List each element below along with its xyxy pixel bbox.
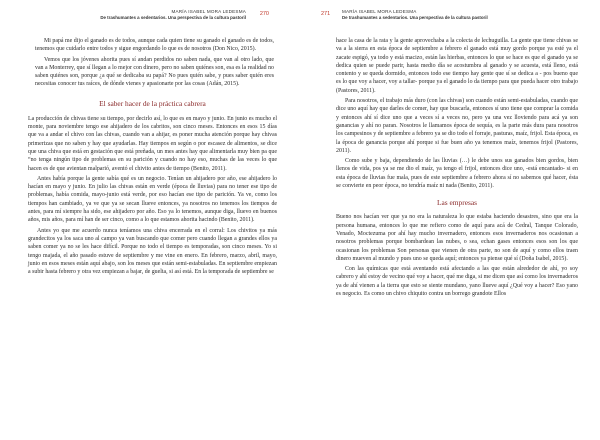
running-header	[100, 9, 246, 21]
header-author: MARÍA ISABEL MORA LEDESMA	[171, 9, 246, 14]
section-heading: Las empresas	[436, 198, 478, 208]
page-number: 271	[321, 11, 331, 17]
body-paragraph: Bueno nos hacían ver que ya no era la naturaleza lo que estaba haciendo desastres, sino que era la persona humana, entonces lo que me refiero como de aquí para acá de Cedral, Tanque Colorado, Venado, Moctezuma por ahí hay mucho invernadero, entonces esos invernaderos nos ocasionan a nosotros problemas porque bombardean las nubes, o sea, echan gases entonces esos son los que ocasionan los problemas Son personas que vienen de otra parte, no son de aquí y como ellos traen dinero mueven al mundo y pues uno se queda aquí; entonces ya piense qué sí (Doña Isabel, 2015).	[336, 214, 578, 262]
header-author: MARÍA ISABEL MORA LEDESMA	[342, 9, 417, 14]
running-header	[342, 9, 488, 21]
body-paragraph: Con las químicas que está aventando está afectando a las que están alrededor de ahí, yo soy cabrero y ahí estoy de vecino qué voy a hacer, qué me diga, si me dicen que así como los invernaderos ya de ahí vienen a la tierra que esto se siente mundano, yano llueve aquí ¿Qué voy a hacer? Eso yano es negocio. Es como un chivo chiquito contra un borrego grandote Ellos	[336, 266, 578, 298]
quote-paragraph: Vemos que los jóvenes ahorita pues sí andan perdidos no saben nada, que van al otro lado, que van a Monterrey, que sí llegan a lo mejor con dinero, pero no saben quiénes son, esa es la realidad no saben quiénes son, porque ¿a qué se dedicaba su papá? No pues quién sabe, y pues saber quién eres necesitas conocer tus raíces, de dónde vienes y apasionarte por las cosas (Adán, 2015).	[35, 56, 274, 88]
page-number: 270	[259, 11, 269, 17]
page-header	[321, 4, 578, 37]
page-header	[28, 4, 277, 37]
right-page	[300, 0, 600, 440]
body-paragraph: La producción de chivas tiene su tiempo, por decirlo así, lo que es en mayo y junio. En junio es mucho el monte, para noviembre tengo ese ahijadero de los cabritos, son cinco meses. Entonces en esos 15 días que va a andar el chivo con las chivas, cuando van a ahijar, es poner mucha atención porque hay chivas primerizas que no saben y hay que ayudarlas. Hay tiempos en según o por escasez de alimentos, se dice que una chiva que está en gestación que está preñada, un mes antes hay que alimentarla muy bien pa que “no tenga ningún tipo de problemas en su parición y cuando no hay eso, muchas de las veces lo que hacen es de que avientan malparió, aventó el chivito antes de tiempo (Benito, 2011).	[28, 115, 277, 172]
header-title: De trashumantes a sedentarios. Una perspectiva de la cultura pastoril	[100, 15, 246, 20]
body-paragraph: Para nosotros, el trabajo más duro (con las chivas) son cuando están semi-estabuladas, cuando que dice uno aquí hay que darles de comer, hay que buscarla, entonces sí uno tiene que comprar la comida y entonces ahí sí dice uno que a veces sí a veces no, pero ya una vez lloviendo para acá ya son ganancias y ahí no paran. Nosotros le llamamos época de sequía, es la parte más dura para nosotros los campesinos y de septiembre a febrero ya se dio todo el forraje, pasturas, maíz, frijol. Esta época, es la época de ganancia porque ahí porque si fue buen año ya tenemos maíz, tenemos frijol (Pastores, 2011).	[336, 98, 578, 154]
section-heading: El saber hacer de la práctica cabrera	[99, 98, 206, 108]
header-title: De trashumantes a sedentarios. Una perspectiva de la cultura pastoril	[342, 15, 488, 20]
body-paragraph: Antes yo que me acuerdo nunca teníamos una chiva encerrada en el corral: Los chivitos ya más grandecitos ya los saca uno al campo ya van buscando que comer pero cuando llegan a grandes ellos ya saben comer ya no se les hace difícil. Porque no todo el tiempo es temporadas, son cinco meses. Yo si tengo majada, el año pasado estuve de septiembre y me vine en enero. En febrero, marzo, abril, mayo, junio en esos meses están aquí abajo, son los meses que están semi-estabuladas. En septiembre empiezan a subir hasta febrero y otra vez empiezan a bajar, de guelta, si así está. En la temporada de septiembre se	[28, 227, 277, 276]
body-paragraph: hace la casa de la rata y la gente aprovechaba a la colecta de lechuguilla. La gente que tiene chivas se va a la sierra en esta época de septiembre a febrero el ganado está muy gordo porque ya esté ya el zacate espigó, ya todo y está macizo, están las hierbas, entonces lo que se hace es que el ganado ya se dedica quien se puede parir, hasta medio día se acostumbra al ganado y se acuesta, está lleno, está contento y se queda dormido, entonces todo ese tiempo hay gente que sí se dedica a - pos bueno que es lo que voy a hacer, voy a tallar- porque ya el ganado lo da tiempo para que pueda hacer otro trabajo (Pastores, 2011).	[336, 38, 578, 94]
body-paragraph: Antes había porque la gente sabía qué es un negocio. Tenían un ahijadero por año, ese ahijadero lo hacían en mayo y junio. En julio las chivas están en verde (época de lluvias) para no tener ese tipo de problemas, había comida, mayo-junio está verde, por eso hacían ese tipo de parición. Ya ve, como los tiempos han cambiado, ya ve que ya se secan llueve entonces, ya nosotros no tenemos los tiempos de antes, para mí siempre ha sido, ese ahijadero por año. Eso ya lo tenemos, aunque diga, lluevo en buenos años, mis años, para mí han de ser cinco, como a lo que estamos ahorita hacindo (Benito, 2011).	[28, 175, 277, 224]
body-paragraph: Como sube y baja, dependiendo de las lluvias (…) le debe unos sus ganados bien gordos, bien llenos de vida, pos ya se me dio el maíz, ya tengo el frijol, entonces dice uno, -está encantado- si en esta época de lluvias fue mala, pues de este septiembre a febrero ahora sí no sabemos qué hacer, ésta se convierte en peor época, no tendría maíz ni nada (Benito, 2011).	[336, 158, 578, 190]
quote-paragraph: Mi papá me dijo el ganado es de todos, aunque cada quien tiene su ganado el ganado es de todos, tenemos que cuidarlo entre todos y sigue engordando lo que es de nosotros (Don Nico, 2015).	[35, 38, 274, 53]
